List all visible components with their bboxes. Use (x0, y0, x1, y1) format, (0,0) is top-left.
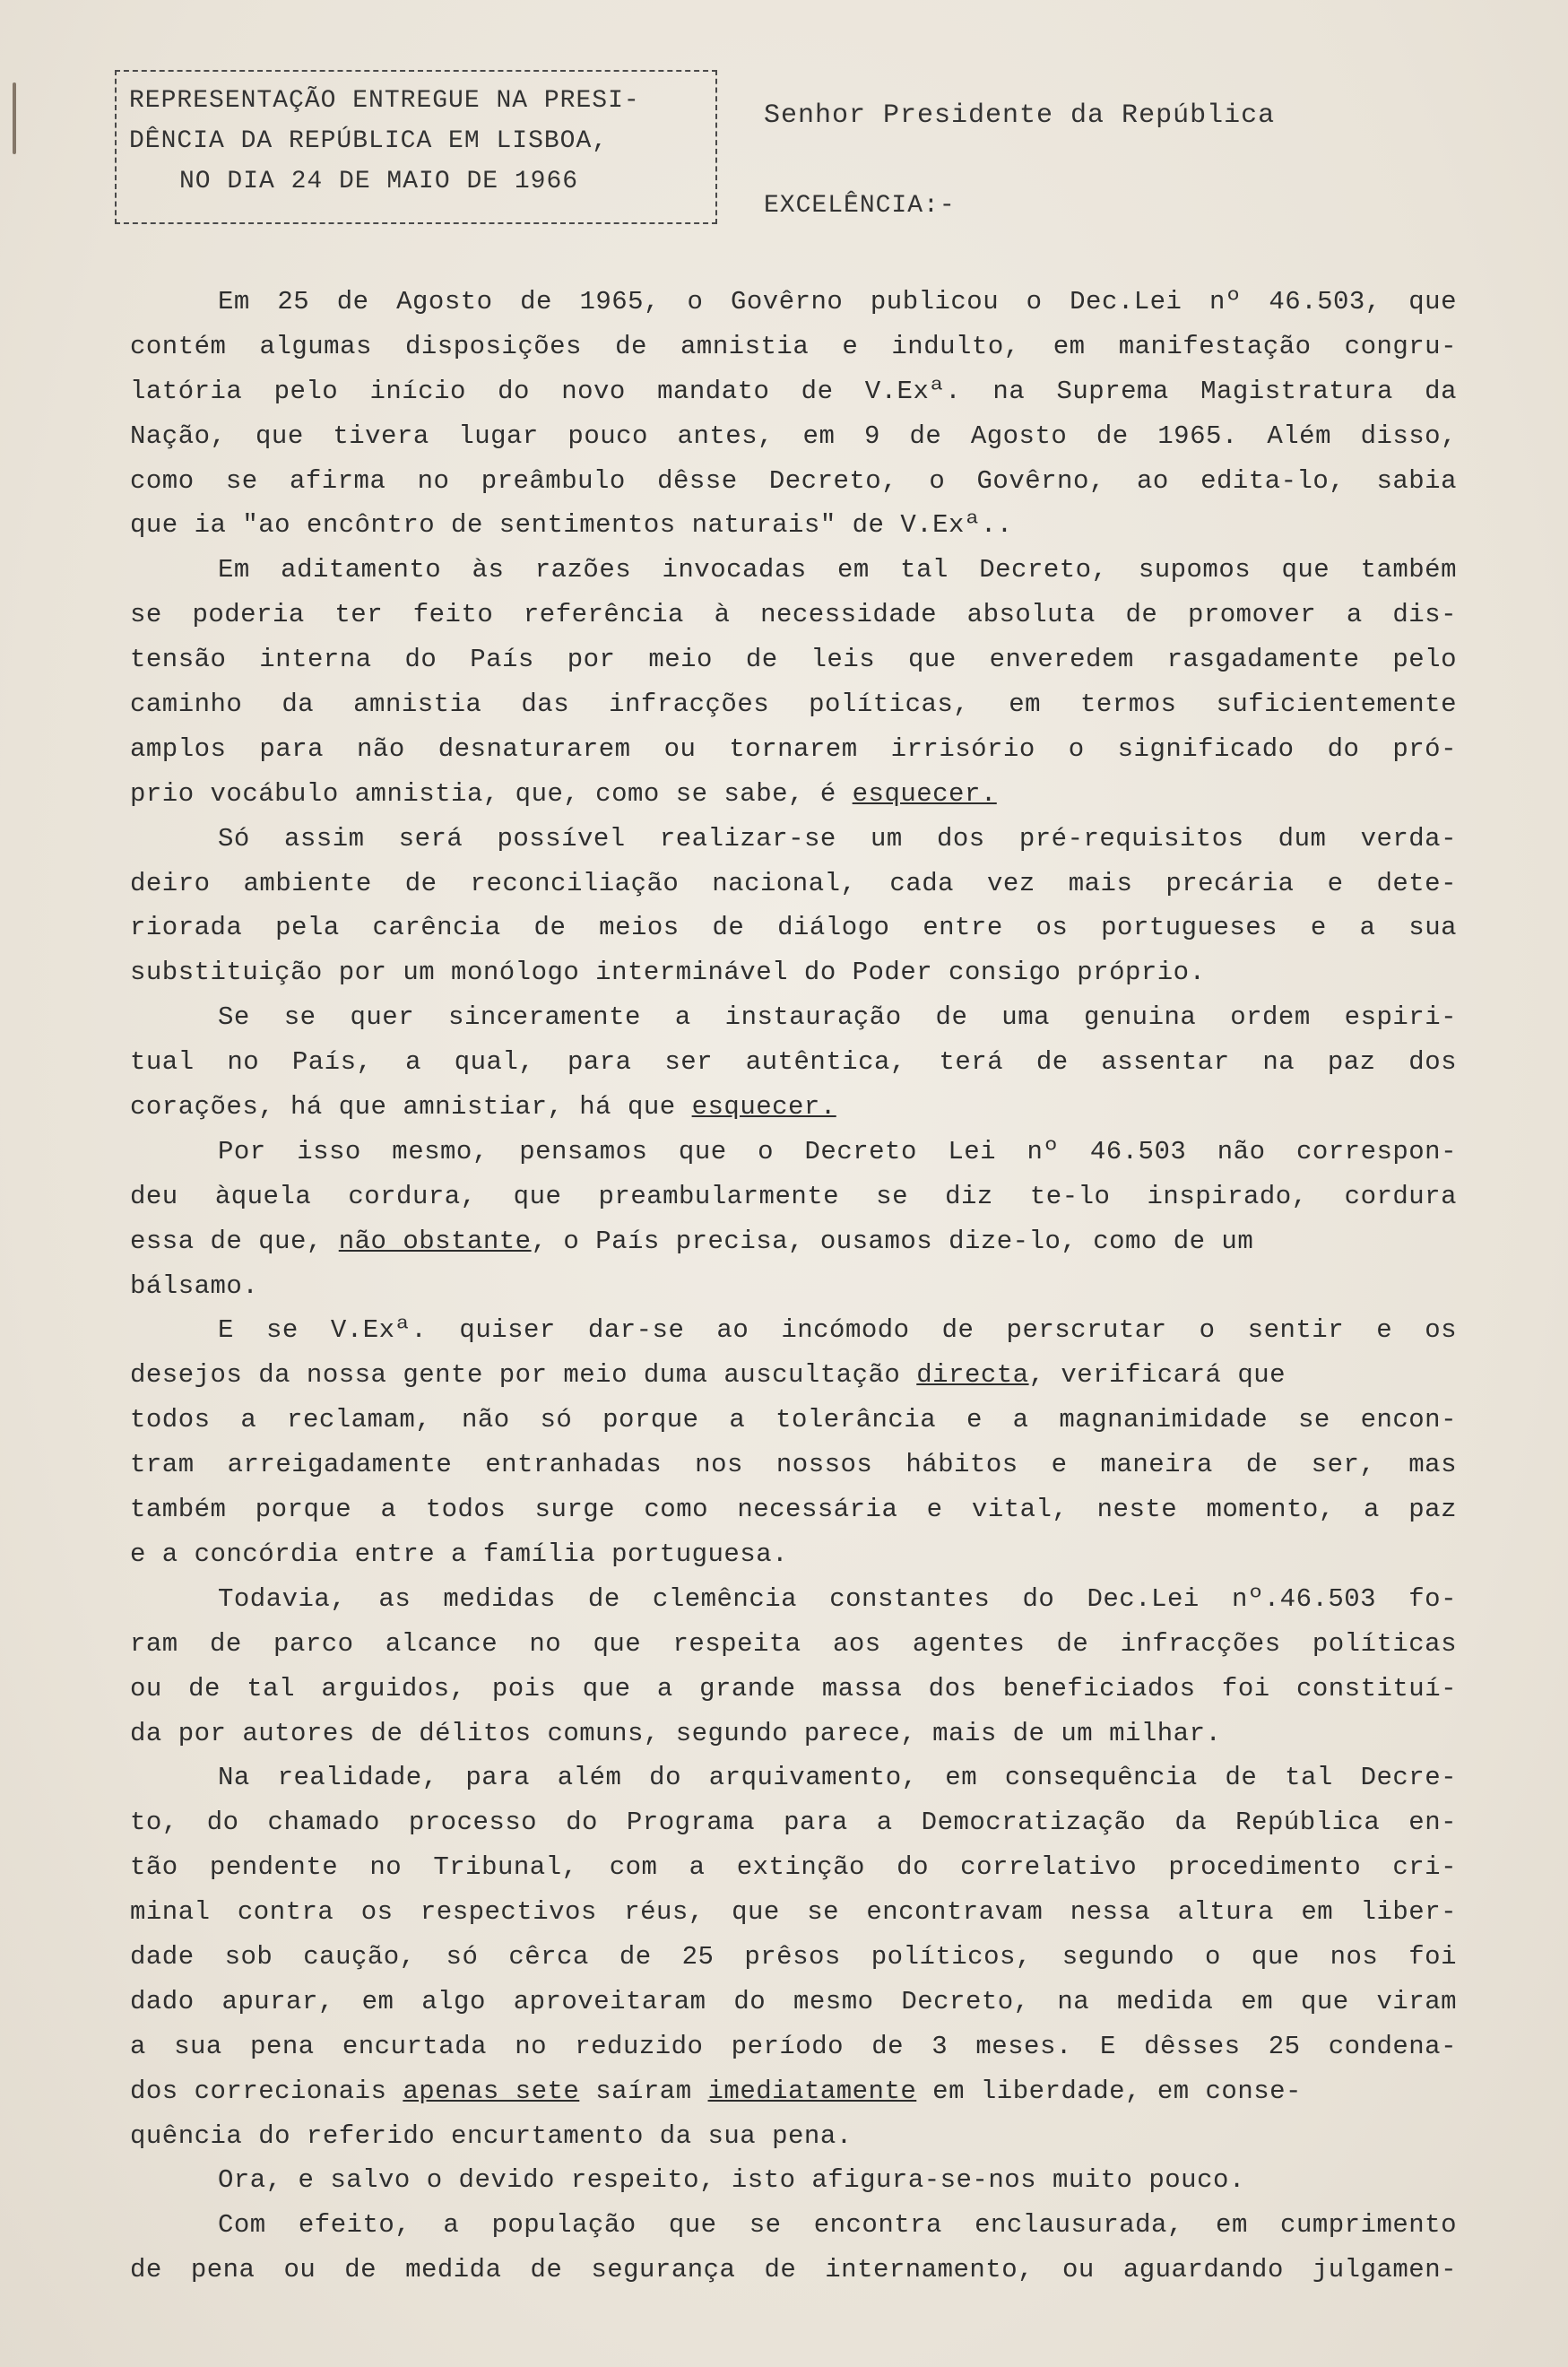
body-line: deu àquela cordura, que preambularmente se diz te-lo inspirado, cordura (130, 1181, 1457, 1211)
underlined-phrase: não obstante (338, 1226, 532, 1256)
vocative: EXCELÊNCIA:- (764, 192, 956, 220)
body-line: de pena ou de medida de segurança de internamento, ou aguardando julgamen- (130, 2255, 1457, 2285)
body-line: Só assim será possível realizar-se um dos pré-requisitos dum verda- (218, 823, 1457, 854)
body-line: tram arreigadamente entranhadas nos nossos hábitos e maneira de ser, mas (130, 1450, 1457, 1480)
body-line: como se afirma no preâmbulo dêsse Decreto, o Govêrno, ao edita-lo, sabia (130, 465, 1457, 496)
body-line: ou de tal arguidos, pois que a grande massa dos beneficiados foi constituí- (130, 1673, 1457, 1704)
body-line: latória pelo início do novo mandato de V.Exª. na Suprema Magistratura da (130, 376, 1457, 406)
body-line-text: corações, há que amnistiar, há que (130, 1092, 692, 1123)
body-line-text: prio vocábulo amnistia, que, como se sabe, é (130, 778, 853, 809)
body-line-text: , verificará que (1028, 1360, 1286, 1391)
body-line: que ia "ao encôntro de sentimentos naturais" de V.Exª.. (130, 510, 1013, 541)
body-line: to, do chamado processo do Programa para a Democratização da República en- (130, 1808, 1457, 1838)
underlined-word: esquecer. (691, 1092, 836, 1123)
body-line: Com efeito, a população que se encontra enclausurada, em cumprimento (218, 2210, 1457, 2241)
body-line: também porque a todos surge como necessária e vital, neste momento, a paz (130, 1495, 1457, 1525)
body-line: Em 25 de Agosto de 1965, o Govêrno publicou o Dec.Lei nº 46.503, que (218, 287, 1457, 316)
body-line-text: desejos da nossa gente por meio duma auscultação (130, 1360, 917, 1391)
body-line: Em aditamento às razões invocadas em tal Decreto, supomos que também (218, 555, 1457, 585)
body-line: da por autores de délitos comuns, segundo parece, mais de um milhar. (130, 1718, 1222, 1748)
letter-body (130, 280, 1457, 2293)
body-line (130, 2069, 1457, 2114)
body-line: tual no País, a qual, para ser autêntica, terá de assentar na paz dos (130, 1047, 1457, 1078)
body-line: Na realidade, para além do arquivamento, em consequência de tal Decre- (218, 1763, 1457, 1793)
body-line-text: em liberdade, em conse- (916, 2076, 1302, 2106)
body-line: quência do referido encurtamento da sua pena. (130, 2120, 853, 2151)
body-line: deiro ambiente de reconciliação nacional, cada vez mais precária e dete- (130, 868, 1457, 898)
page-edge-mark (13, 82, 16, 154)
body-line: bálsamo. (130, 1270, 259, 1301)
body-line: contém algumas disposições de amnistia e indulto, em manifestação congru- (130, 331, 1457, 361)
underlined-word: imediatamente (707, 2076, 917, 2106)
body-line: tão pendente no Tribunal, com a extinção do correlativo procedimento cri- (130, 1852, 1457, 1883)
delivery-note-line-3: NO DIA 24 DE MAIO DE 1966 (179, 168, 579, 195)
delivery-note-box (115, 70, 717, 224)
body-line (130, 1353, 1457, 1398)
body-line: dado apurar, em algo aproveitaram do mesmo Decreto, na medida em que viram (130, 1986, 1457, 2016)
body-line (130, 1219, 1457, 1264)
body-line (130, 1085, 1457, 1130)
body-line: Nação, que tivera lugar pouco antes, em 9 de Agosto de 1965. Além disso, (130, 421, 1457, 451)
body-line: minal contra os respectivos réus, que se encontravam nessa altura em liber- (130, 1897, 1457, 1928)
body-line-text: , o País precisa, ousamos dize-lo, como de um (531, 1226, 1254, 1256)
body-line-text: dos correcionais (130, 2076, 403, 2106)
body-line: Ora, e salvo o devido respeito, isto afigura-se-nos muito pouco. (218, 2165, 1245, 2196)
body-line (130, 772, 1457, 817)
body-line: ram de parco alcance no que respeita aos agentes de infracções políticas (130, 1628, 1457, 1659)
body-line: E se V.Exª. quiser dar-se ao incómodo de perscrutar o sentir e os (218, 1315, 1457, 1346)
body-line: caminho da amnistia das infracções políticas, em termos suficientemente (130, 689, 1457, 720)
body-line: e a concórdia entre a família portuguesa. (130, 1539, 789, 1569)
body-line: amplos para não desnaturarem ou tornarem irrisório o significado do pró- (130, 733, 1457, 764)
body-line: todos a reclamam, não só porque a tolerância e a magnanimidade se encon- (130, 1405, 1457, 1435)
body-line: a sua pena encurtada no reduzido período de 3 meses. E dêsses 25 condena- (130, 2031, 1457, 2061)
body-line-text: saíram (579, 2076, 708, 2106)
body-line: riorada pela carência de meios de diálogo entre os portugueses e a sua (130, 913, 1457, 943)
body-line: tensão interna do País por meio de leis que enveredem rasgadamente pelo (130, 645, 1457, 675)
body-line: substituição por um monólogo interminável do Poder consigo próprio. (130, 958, 1206, 988)
body-line: dade sob caução, só cêrca de 25 prêsos políticos, segundo o que nos foi (130, 1941, 1457, 1972)
underlined-phrase: apenas sete (403, 2076, 580, 2106)
underlined-word: directa (916, 1360, 1029, 1391)
body-line: Se se quer sinceramente a instauração de uma genuina ordem espiri- (218, 1002, 1457, 1033)
underlined-word: esquecer. (852, 778, 997, 809)
salutation: Senhor Presidente da República (764, 100, 1276, 131)
body-line-text: essa de que, (130, 1226, 339, 1256)
body-line: Todavia, as medidas de clemência constantes do Dec.Lei nº.46.503 fo- (218, 1583, 1457, 1614)
body-line: se poderia ter feito referência à necessidade absoluta de promover a dis- (130, 600, 1457, 630)
delivery-note-line-1: REPRESENTAÇÃO ENTREGUE NA PRESI- (129, 87, 640, 115)
delivery-note-line-2: DÊNCIA DA REPÚBLICA EM LISBOA, (129, 127, 609, 155)
body-line: Por isso mesmo, pensamos que o Decreto Lei nº 46.503 não correspon- (218, 1136, 1457, 1166)
